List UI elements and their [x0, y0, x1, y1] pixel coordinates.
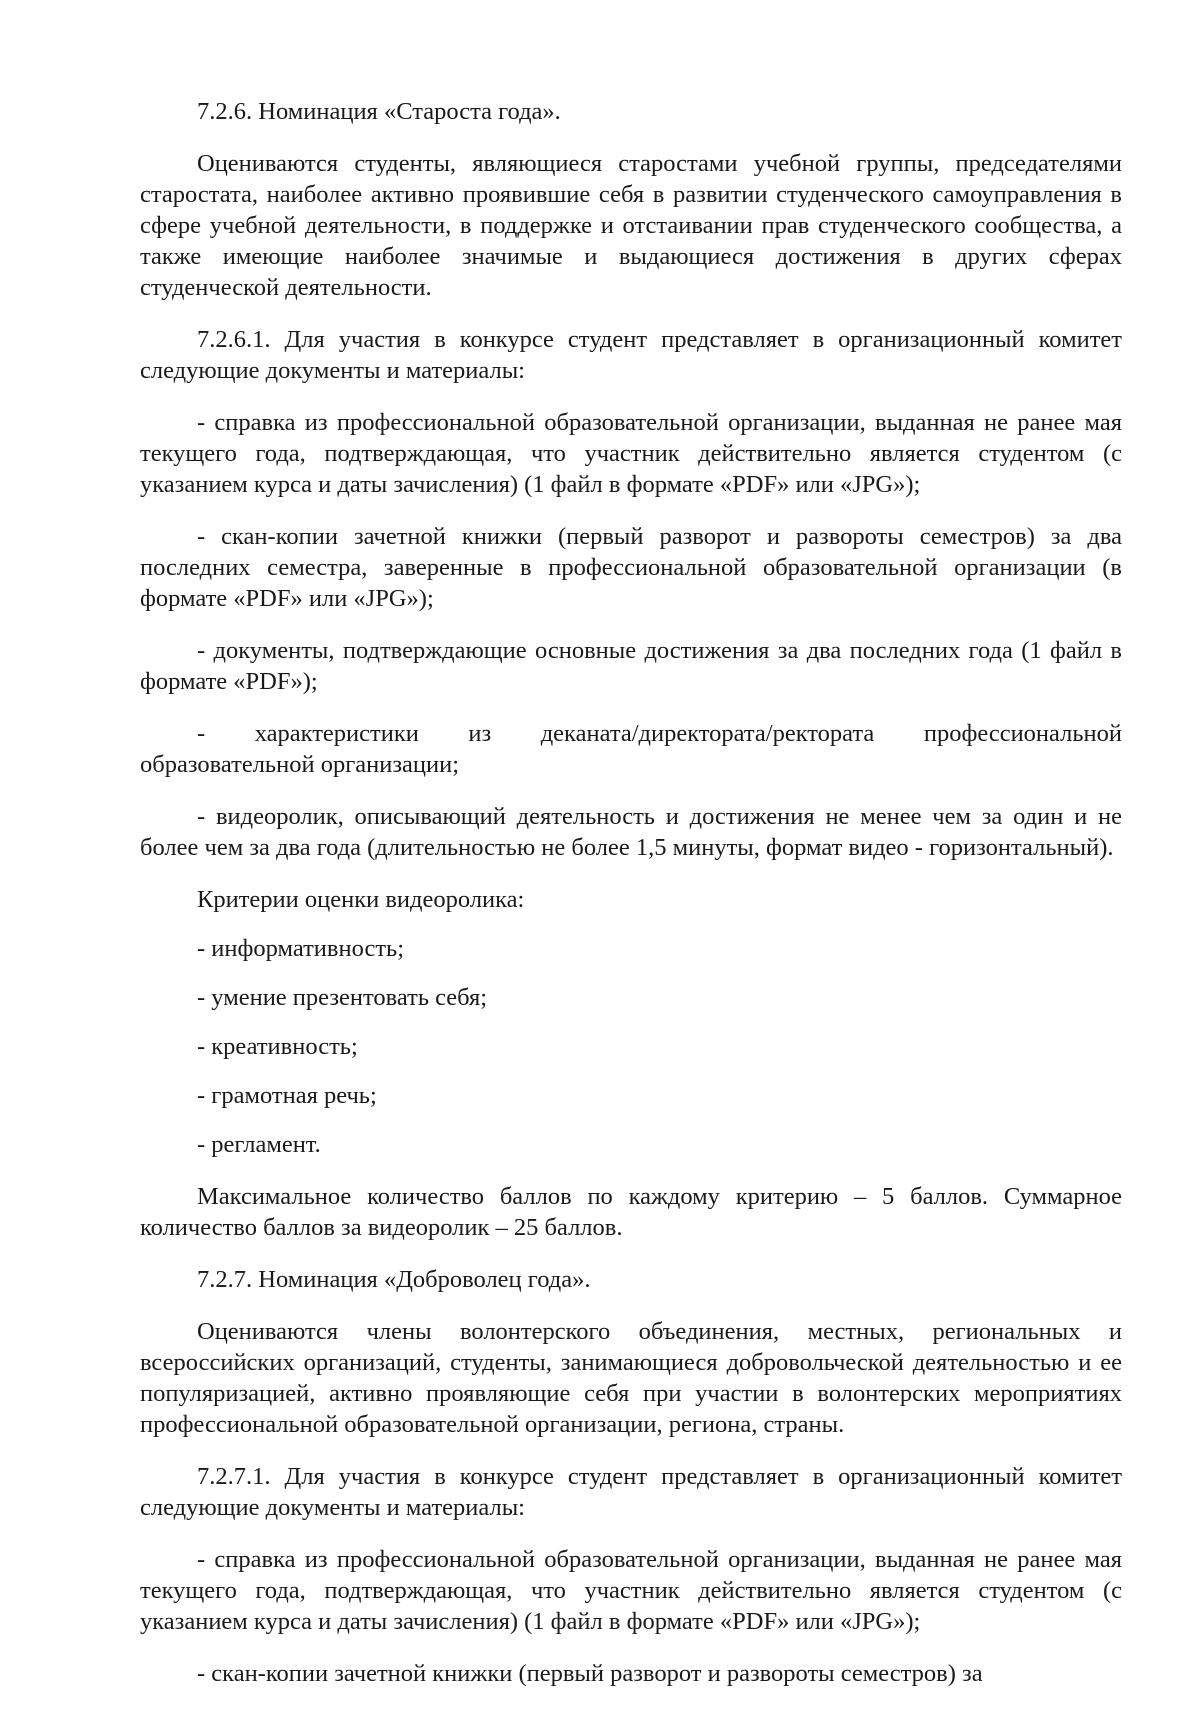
list-item-record-book: - скан-копии зачетной книжки (первый разворот и развороты семестров) за два последних семестра, заверенные в профессиональной образовательной организации (в формате «PDF» или «JPG»);: [140, 523, 1122, 612]
document-page: [140, 96, 1122, 1710]
paragraph-7-2-7-1: 7.2.7.1. Для участия в конкурсе студент представляет в организационный комитет следующие документы и материалы:: [140, 1463, 1122, 1521]
list-item-video: - видеоролик, описывающий деятельность и достижения не менее чем за один и не более чем за два года (длительностью не более 1,5 минуты, формат видео - горизонтальный).: [140, 803, 1122, 861]
criterion-item: - креативность;: [197, 1033, 358, 1060]
paragraph-volunteer-description: Оцениваются члены волонтерского объединения, местных, региональных и всероссийских организаций, студенты, занимающиеся добровольческой деятельностью и ее популяризацией, активно проявляющие себя при участии в волонтерских мероприятиях профессиональной образовательной организации, региона, страны.: [140, 1318, 1122, 1438]
paragraph-7-2-6-1: 7.2.6.1. Для участия в конкурсе студент представляет в организационный комитет следующие документы и материалы:: [140, 326, 1122, 384]
section-heading-7-2-6: 7.2.6. Номинация «Староста года».: [197, 98, 561, 125]
list-item-achievements: - документы, подтверждающие основные достижения за два последних года (1 файл в формате «PDF»);: [140, 637, 1122, 695]
criterion-item: - грамотная речь;: [197, 1082, 377, 1109]
criteria-heading: Критерии оценки видеоролика:: [197, 886, 525, 913]
criterion-item: - информативность;: [197, 935, 405, 962]
list-item-characteristics: - характеристики из деканата/директората/ректората профессиональной образовательной организации;: [140, 720, 1122, 778]
paragraph-max-score: Максимальное количество баллов по каждому критерию – 5 баллов. Суммарное количество баллов за видеоролик – 25 баллов.: [140, 1183, 1122, 1241]
criterion-item: - умение презентовать себя;: [197, 984, 488, 1011]
paragraph-starosta-description: Оцениваются студенты, являющиеся старостами учебной группы, председателями старостата, наиболее активно проявившие себя в развитии студенческого самоуправления в сфере учебной деятельности, в поддержке и отстаивании прав студенческого сообщества, а также имеющие наиболее значимые и выдающиеся достижения в других сферах студенческой деятельности.: [140, 150, 1122, 301]
criterion-item: - регламент.: [197, 1131, 321, 1158]
list-item-certificate: - справка из профессиональной образовательной организации, выданная не ранее мая текущего года, подтверждающая, что участник действительно является студентом (с указанием курса и даты зачисления) (1 файл в формате «PDF» или «JPG»);: [140, 409, 1122, 498]
list-item-certificate: - справка из профессиональной образовательной организации, выданная не ранее мая текущего года, подтверждающая, что участник действительно является студентом (с указанием курса и даты зачисления) (1 файл в формате «PDF» или «JPG»);: [140, 1546, 1122, 1635]
section-heading-7-2-7: 7.2.7. Номинация «Доброволец года».: [197, 1266, 591, 1293]
list-item-record-book: - скан-копии зачетной книжки (первый разворот и развороты семестров) за: [197, 1660, 983, 1687]
